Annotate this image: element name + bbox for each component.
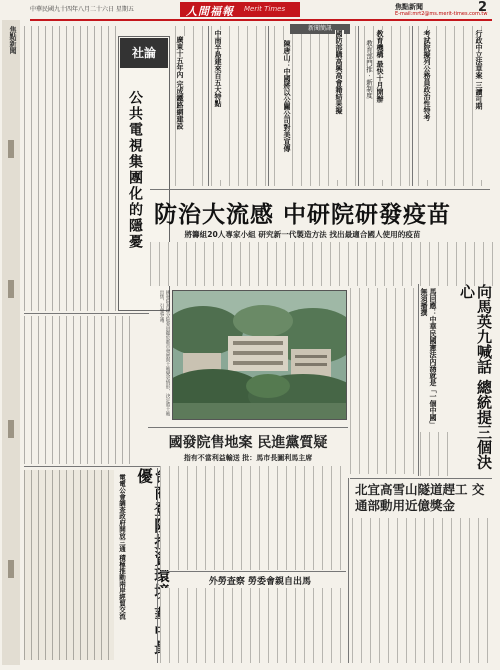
mhk-headline: 向馬英九喊話 總統提三個決心 (458, 284, 493, 470)
top-kicker: 新聞簡訊 (290, 24, 350, 34)
section-name: 焦點新聞 (395, 3, 423, 11)
top-story-headline: 行政中立法草案 三讀可期 (475, 30, 484, 180)
politics-headline: 國發院售地案 民進黨質疑 (168, 435, 328, 451)
beiyi-body-text (352, 518, 492, 663)
top-story-headline: 教育機構 最快十月開辦 (376, 30, 385, 180)
main-story-body (150, 242, 495, 286)
header-rule (30, 19, 492, 21)
logo-english: Merit Times (244, 5, 286, 13)
taiwan-body-text (160, 466, 346, 570)
column-rule (348, 478, 349, 663)
editorial-body-text (24, 26, 116, 311)
section-rule (150, 189, 490, 190)
campus-photo-illustration (173, 291, 347, 420)
column-rule (358, 26, 359, 186)
labor-body-text (160, 588, 346, 663)
article-body-text (24, 470, 114, 660)
editorial-title: 公共電視集團化的隱憂 (127, 90, 143, 250)
strip-marker (8, 140, 14, 158)
beiyi-headline: 北宜高雪山隧道趕工 交通部動用近億獎金 (355, 482, 485, 513)
page-strip (2, 20, 20, 665)
strip-marker (8, 420, 14, 438)
column-rule (418, 284, 419, 476)
article-body-text (24, 316, 134, 464)
column-rule (24, 466, 174, 467)
top-story-subhead: 教育部門推 · 新制度 (365, 40, 373, 160)
page-number: 2 (478, 0, 488, 15)
main-story-body (350, 288, 418, 474)
mhk-subhead: 馬回應：中華民國憲法內涵就是「一個中國」無須播撰 (420, 288, 438, 428)
taiwan-headline: 優 (135, 468, 154, 485)
main-headline: 防治大流感 中研院研發疫苗 (153, 201, 451, 228)
section-rule (350, 478, 492, 479)
column-rule (24, 313, 149, 314)
section-rule (160, 571, 346, 572)
strip-marker (8, 560, 14, 578)
logo-chinese: 人間福報 (186, 5, 234, 18)
mhk-body-text (420, 432, 454, 476)
column-rule (157, 468, 158, 663)
column-rule (208, 26, 209, 186)
top-story-headline: 陳唐山：中國將以公關公司對美宣傳 (283, 40, 292, 190)
photo-caption: 國發院高雄分院委員鑑於都市發展與土地變更情形，決定將土地出售，引發爭議。 (159, 290, 170, 416)
labor-headline: 外勞查察 勞委會親自出馬 (208, 577, 312, 587)
strip-label: 焦點新聞 (9, 26, 18, 54)
column-rule (412, 26, 413, 186)
main-subhead: 將籌組20人專家小組 研究新一代製造方法 找出最適合國人使用的疫苗 (184, 230, 421, 239)
issue-date: 中華民國九十四年八月二十六日 星期五 (30, 6, 134, 13)
column-rule (268, 26, 269, 186)
strip-marker (8, 280, 14, 298)
top-story-headline: 考試院擬列公務員政治性特考 (423, 30, 432, 180)
editorial-tag: 社論 (120, 38, 168, 68)
top-story-headline: 中南半島建來百五大特點 (214, 30, 223, 180)
news-photo (172, 290, 347, 420)
taiwan-subhead: 電電公會調查政府開放三通 積極推動兩岸經貿交流 (118, 474, 126, 620)
contact-email: E-mail:mrt2@ms.merit-times.com.tw (395, 11, 488, 17)
politics-subhead: 指有不當利益輸送 批：馬市長圖利馬主席 (183, 453, 313, 462)
top-story-headline: 廣東十五年內 完成鐵路網建設 (176, 36, 185, 186)
section-rule (148, 427, 348, 428)
masthead-logo (180, 2, 300, 17)
top-story-headline: 國防部購高興高會籍結果擬 (335, 30, 344, 180)
